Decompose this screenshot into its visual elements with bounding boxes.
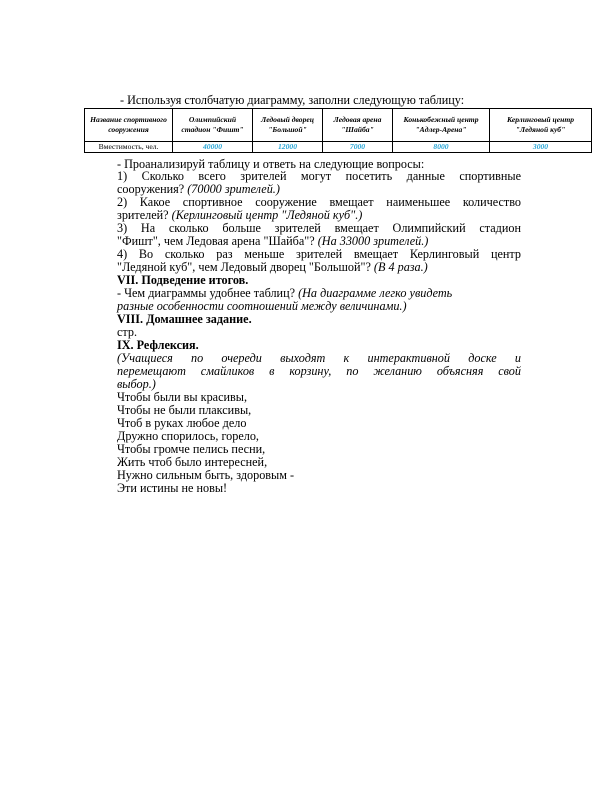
poem-line: Чтобы не были плаксивы, <box>117 403 252 417</box>
section-heading: VII. Подведение итогов. <box>117 273 249 287</box>
question-3: 3) На сколько больше зрителей вмещает Олимпийский стадион <box>117 221 521 235</box>
analyze-text: - Проанализируй таблицу и ответь на следующие вопросы: <box>117 157 425 171</box>
poem-line: Нужно сильным быть, здоровым - <box>117 468 295 482</box>
question-4: 4) Во сколько раз меньше зрителей вмещает Керлинговый центр <box>117 247 521 261</box>
question-2-cont: зрителей? (Керлинговый центр "Ледяной куб".) <box>117 208 363 222</box>
reflection-text: выбор.) <box>117 377 156 391</box>
poem-line: Чтоб в руках любое дело <box>117 416 247 430</box>
answer-4: (В 4 раза.) <box>373 260 428 274</box>
table-row <box>85 142 592 153</box>
homework-text: стр. <box>117 325 138 339</box>
value-cell: 8000 <box>393 142 490 153</box>
answer-1: (70000 зрителей.) <box>187 182 280 196</box>
poem-line: Чтобы громче пелись песни, <box>117 442 266 456</box>
question-2: 2) Какое спортивное сооружение вмещает наименьшее количество <box>117 195 521 209</box>
header-cell: Название спортивного сооружения <box>85 109 173 142</box>
answer-3: (На 33000 зрителей.) <box>317 234 429 248</box>
poem-line: Чтобы были вы красивы, <box>117 390 247 404</box>
answer-2: (Керлинговый центр "Ледяной куб".) <box>171 208 363 222</box>
table-header-row <box>85 109 592 142</box>
row-label: Вместимость, чел. <box>85 142 173 153</box>
reflection-text: перемещают смайликов в корзину, по желанию объясняя свой <box>117 364 521 378</box>
section7-answer-cont: разные особенности соотношений между величинами.) <box>117 299 407 313</box>
question-3-cont: "Фишт", чем Ледовая арена "Шайба"? (На 33000 зрителей.) <box>117 234 429 248</box>
header-cell: Конькобежный центр "Адлер-Арена" <box>393 109 490 142</box>
question-4-cont: "Ледяной куб", чем Ледовый дворец "Большой"? (В 4 раза.) <box>117 260 428 274</box>
poem-line: Эти истины не новы! <box>117 481 228 495</box>
poem-line: Дружно спорилось, горело, <box>117 429 259 443</box>
header-cell: Ледовый дворец "Большой" <box>253 109 323 142</box>
value-cell: 7000 <box>323 142 393 153</box>
intro-text: - Используя столбчатую диаграмму, заполни следующую таблицу: <box>120 93 465 107</box>
value-cell: 3000 <box>490 142 592 153</box>
header-cell: Олимпийский стадион "Фишт" <box>173 109 253 142</box>
section7-question: - Чем диаграммы удобнее таблиц? (На диаграмме легко увидеть <box>117 286 453 300</box>
section7-answer: (На диаграмме легко увидеть <box>298 286 453 300</box>
value-cell: 40000 <box>173 142 253 153</box>
reflection-text: (Учащиеся по очереди выходят к интерактивной доске и <box>117 351 521 365</box>
capacity-table <box>84 108 592 153</box>
section-heading: IX. Рефлексия. <box>117 338 199 352</box>
header-cell: Керлинговый центр "Ледяной куб" <box>490 109 592 142</box>
header-cell: Ледовая арена "Шайба" <box>323 109 393 142</box>
question-1-cont: сооружения? (70000 зрителей.) <box>117 182 280 196</box>
value-cell: 12000 <box>253 142 323 153</box>
poem-line: Жить чтоб было интересней, <box>117 455 268 469</box>
section-heading: VIII. Домашнее задание. <box>117 312 252 326</box>
question-1: 1) Сколько всего зрителей могут посетить данные спортивные <box>117 169 521 183</box>
